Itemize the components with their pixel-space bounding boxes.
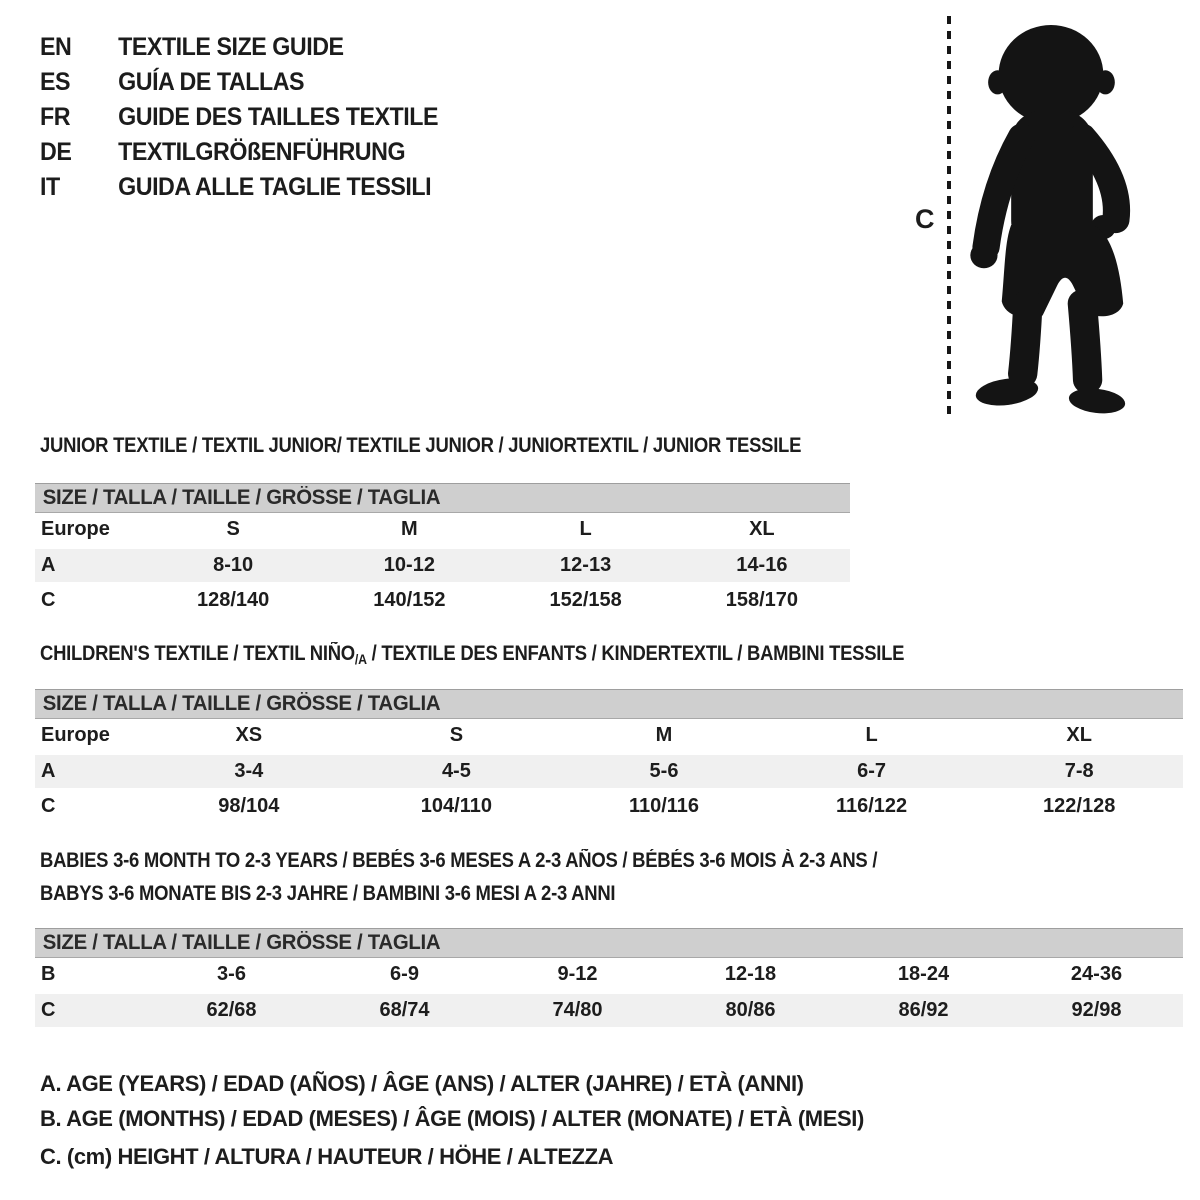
value-cell: 98/104	[218, 795, 280, 817]
language-row-en	[40, 30, 438, 65]
children-title-suffix: / TEXTILE DES ENFANTS / KINDERTEXTIL / BAMBINI TESSILE	[366, 642, 905, 665]
language-row-es	[40, 65, 438, 100]
babies-section-title-line2: BABYS 3-6 MONATE BIS 2-3 JAHRE / BAMBINI 3-6 MESI A 2-3 ANNI	[40, 882, 616, 905]
legend-age-years: A. AGE (YEARS) / EDAD (AÑOS) / ÂGE (ANS) / ALTER (JAHRE) / ETÀ (ANNI)	[40, 1071, 804, 1096]
language-label: TEXTILE SIZE GUIDE	[118, 33, 344, 61]
size-cell: S	[449, 724, 464, 746]
value-cell: 9-12	[557, 963, 598, 985]
value-cell: 92/98	[1071, 999, 1122, 1021]
size-header-label: SIZE / TALLA / TAILLE / GRÖSSE / TAGLIA	[42, 486, 441, 509]
height-measure-dashed-line	[947, 16, 951, 414]
value-cell: 8-10	[213, 554, 254, 576]
toddler-silhouette-icon	[963, 14, 1141, 416]
language-row-fr	[40, 100, 438, 135]
value-cell: 6-9	[390, 963, 419, 985]
language-code: EN	[40, 33, 72, 61]
value-cell: 80/86	[725, 999, 776, 1021]
size-cell: S	[226, 518, 240, 540]
height-cm-row	[35, 991, 1183, 1029]
size-header-label: SIZE / TALLA / TAILLE / GRÖSSE / TAGLIA	[42, 931, 441, 954]
language-row-it	[40, 170, 438, 205]
junior-section-title: JUNIOR TEXTILE / TEXTIL JUNIOR/ TEXTILE JUNIOR / JUNIORTEXTIL / JUNIOR TESSILE	[40, 434, 802, 457]
value-cell: 12-18	[724, 963, 777, 985]
language-label: GUIDE DES TAILLES TEXTILE	[118, 103, 439, 131]
value-cell: 24-36	[1070, 963, 1123, 985]
value-cell: 5-6	[649, 760, 679, 782]
value-cell: 3-6	[217, 963, 246, 985]
value-cell: 140/152	[373, 589, 446, 611]
row-label: B	[41, 963, 56, 985]
size-cell: XL	[749, 518, 775, 540]
children-size-table	[35, 689, 1183, 823]
row-label: Europe	[41, 724, 110, 746]
language-code: IT	[40, 173, 60, 201]
children-title-subscript: /A	[354, 651, 367, 667]
value-cell: 122/128	[1043, 795, 1116, 817]
value-cell: 4-5	[441, 760, 471, 782]
value-cell: 7-8	[1064, 760, 1094, 782]
language-label: TEXTILGRÖßENFÜHRUNG	[118, 138, 406, 166]
age-years-row	[35, 752, 1183, 790]
europe-sizes-row	[35, 719, 1183, 752]
size-cell: M	[401, 518, 418, 540]
size-header-bar	[35, 928, 1183, 958]
value-cell: 110/116	[628, 795, 700, 817]
children-title-prefix: CHILDREN'S TEXTILE / TEXTIL NIÑO	[40, 642, 355, 665]
value-cell: 12-13	[560, 554, 612, 576]
row-label: Europe	[41, 518, 110, 540]
size-cell: L	[865, 724, 878, 746]
height-cm-row	[35, 790, 1183, 823]
babies-size-table	[35, 928, 1183, 1029]
language-header	[40, 30, 468, 205]
language-label: GUÍA DE TALLAS	[118, 68, 305, 96]
junior-size-table	[35, 483, 850, 617]
legend-height-cm: C. (cm) HEIGHT / ALTURA / HAUTEUR / HÖHE / ALTEZZA	[40, 1144, 614, 1169]
children-section-title	[40, 642, 904, 667]
value-cell: 14-16	[736, 554, 788, 576]
value-cell: 18-24	[897, 963, 950, 985]
value-cell: 10-12	[383, 554, 435, 576]
value-cell: 74/80	[552, 999, 603, 1021]
size-header-bar	[35, 483, 850, 513]
row-label: C	[41, 999, 56, 1021]
row-label: C	[41, 589, 56, 611]
size-cell: M	[655, 724, 673, 746]
value-cell: 3-4	[234, 760, 264, 782]
language-row-de	[40, 135, 438, 170]
value-cell: 68/74	[379, 999, 430, 1021]
europe-sizes-row	[35, 513, 850, 546]
language-code: FR	[40, 103, 71, 131]
row-label: A	[41, 760, 56, 782]
size-cell: XS	[235, 724, 263, 746]
size-cell: L	[579, 518, 592, 540]
row-label: A	[41, 554, 56, 576]
value-cell: 152/158	[549, 589, 622, 611]
language-code: ES	[40, 68, 71, 96]
value-cell: 62/68	[206, 999, 257, 1021]
value-cell: 116/122	[835, 795, 908, 817]
value-cell: 158/170	[725, 589, 799, 611]
value-cell: 86/92	[898, 999, 949, 1021]
value-cell: 128/140	[196, 589, 270, 611]
value-cell: 6-7	[857, 760, 887, 782]
babies-section-title-line1: BABIES 3-6 MONTH TO 2-3 YEARS / BEBÉS 3-6 MESES A 2-3 AÑOS / BÉBÉS 3-6 MOIS À 2-3 ANS /	[40, 849, 878, 872]
height-cm-row	[35, 584, 850, 617]
value-cell: 104/110	[420, 795, 492, 817]
size-header-bar	[35, 689, 1183, 719]
size-cell: XL	[1066, 724, 1092, 746]
language-code: DE	[40, 138, 72, 166]
row-label: C	[41, 795, 56, 817]
height-label-c: C	[915, 204, 935, 234]
toddler-silhouette-shapes	[970, 25, 1126, 416]
age-months-row	[35, 958, 1183, 991]
legend-age-months: B. AGE (MONTHS) / EDAD (MESES) / ÂGE (MOIS) / ALTER (MONATE) / ETÀ (MESI)	[40, 1106, 864, 1131]
age-years-row	[35, 546, 850, 584]
language-label: GUIDA ALLE TAGLIE TESSILI	[118, 173, 432, 201]
size-header-label: SIZE / TALLA / TAILLE / GRÖSSE / TAGLIA	[42, 692, 441, 715]
